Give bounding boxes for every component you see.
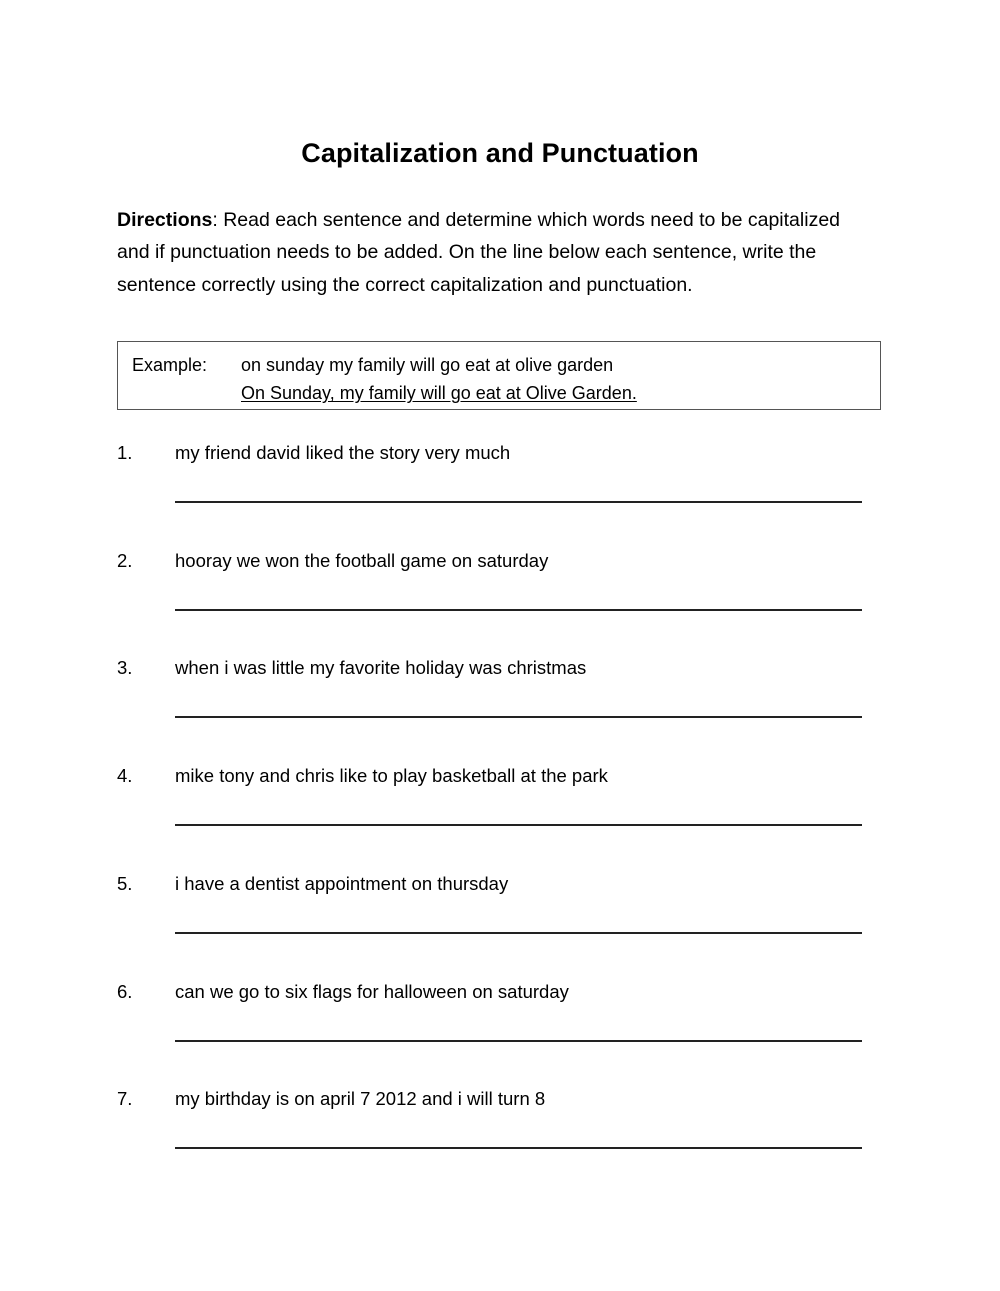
question-sentence: i have a dentist appointment on thursday	[175, 873, 509, 894]
answer-line[interactable]	[175, 716, 862, 718]
answer-line[interactable]	[175, 824, 862, 826]
question-item-1	[117, 440, 881, 548]
question-number: 2.	[117, 550, 133, 571]
question-item-2	[117, 548, 881, 656]
question-sentence: my friend david liked the story very much	[175, 442, 511, 463]
answer-line[interactable]	[175, 501, 862, 503]
example-sentences	[241, 351, 637, 407]
directions-body: : Read each sentence and determine which words need to be capitalized and if punctuation needs to be added. On the line below each sentence, write the sentence correctly using the correct capitalization and punctuation.	[117, 208, 841, 296]
question-sentence: hooray we won the football game on saturday	[175, 550, 549, 571]
question-sentence: can we go to six flags for halloween on saturday	[175, 981, 569, 1002]
question-item-5	[117, 871, 881, 979]
question-number: 4.	[117, 765, 133, 786]
question-number: 3.	[117, 657, 133, 678]
answer-line[interactable]	[175, 1147, 862, 1149]
question-sentence: when i was little my favorite holiday was christmas	[175, 657, 587, 678]
question-item-4	[117, 763, 881, 871]
question-sentence: my birthday is on april 7 2012 and i will turn 8	[175, 1088, 546, 1109]
question-item-6	[117, 979, 881, 1087]
example-corrected-sentence: On Sunday, my family will go eat at Olive Garden.	[241, 383, 637, 403]
question-number: 7.	[117, 1088, 133, 1109]
example-box	[117, 341, 881, 410]
question-item-3	[117, 655, 881, 763]
directions-label: Directions	[117, 208, 213, 231]
question-number: 5.	[117, 873, 133, 894]
question-number: 1.	[117, 442, 133, 463]
question-number: 6.	[117, 981, 133, 1002]
example-box-inner	[118, 342, 880, 409]
example-label: Example:	[132, 355, 208, 375]
directions-paragraph	[117, 204, 865, 302]
answer-line[interactable]	[175, 609, 862, 611]
page-title: Capitalization and Punctuation	[301, 138, 699, 169]
question-item-7	[117, 1086, 881, 1194]
question-sentence: mike tony and chris like to play basketball at the park	[175, 765, 608, 786]
example-incorrect-sentence: on sunday my family will go eat at olive garden	[241, 355, 614, 375]
answer-line[interactable]	[175, 932, 862, 934]
answer-line[interactable]	[175, 1040, 862, 1042]
